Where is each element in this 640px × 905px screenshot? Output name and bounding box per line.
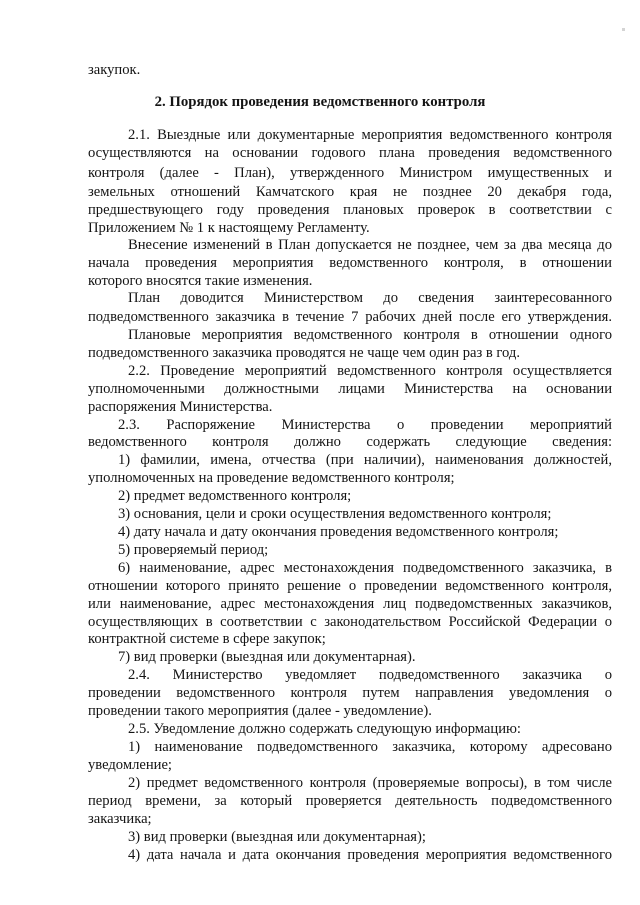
text-line: 2.1. Выездные или документарные мероприятия ведомственного контроля: [128, 127, 612, 143]
text-line: уведомление;: [88, 757, 172, 773]
text-line: 6) наименование, адрес местонахождения подведомственного заказчика, в: [118, 560, 612, 576]
text-line: 5) проверяемый период;: [118, 542, 269, 558]
text-line: уполномоченными должностными лицами Министерства на основании: [88, 381, 612, 397]
text-line: заказчика;: [88, 811, 152, 827]
section-heading: 2. Порядок проведения ведомственного контроля: [154, 94, 486, 110]
text-line: период времени, за который проверяется деятельность подведомственного: [88, 793, 612, 809]
text-line: проведении ведомственного контроля путем направления уведомления о: [88, 685, 612, 701]
text-line: 3) основания, цели и сроки осуществления ведомственного контроля;: [118, 506, 552, 522]
scan-speck: [622, 28, 625, 31]
text-line: подведомственного заказчика проводятся не чаще чем один раз в год.: [88, 345, 520, 361]
text-line: распоряжения Министерства.: [88, 399, 273, 415]
text-line: Приложением № 1 к настоящему Регламенту.: [88, 220, 370, 236]
text-line: уполномоченных на проведение ведомственного контроля;: [88, 470, 455, 486]
text-line: Плановые мероприятия ведомственного контроля в отношении одного: [128, 327, 612, 343]
text-line: 4) дату начала и дату окончания проведения ведомственного контроля;: [118, 524, 559, 540]
text-line: 4) дата начала и дата окончания проведения мероприятия ведомственного: [128, 847, 612, 863]
text-line: или наименование, адрес местонахождения лиц подведомственных заказчиков,: [88, 596, 612, 612]
text-line: 1) фамилии, имена, отчества (при наличии), наименования должностей,: [118, 452, 612, 468]
text-line: осуществляющих в соответствии с законодательством Российской Федерации о: [88, 614, 612, 630]
text-line: проведении такого мероприятия (далее - уведомление).: [88, 703, 432, 719]
text-line: 2.2. Проведение мероприятий ведомственного контроля осуществляется: [128, 363, 612, 379]
text-line: начала проведения мероприятия ведомственного контроля, в отношении: [88, 255, 612, 271]
text-line: которого вносятся такие изменения.: [88, 273, 313, 289]
text-line: земельных отношений Камчатского края не позднее 20 декабря года,: [88, 184, 612, 200]
text-line: Внесение изменений в План допускается не позднее, чем за два месяца до: [128, 237, 612, 253]
text-line: контроля (далее - План), утвержденного Министром имущественных и: [88, 165, 612, 181]
text-line: 2.5. Уведомление должно содержать следующую информацию:: [128, 721, 521, 737]
text-line: План доводится Министерством до сведения заинтересованного: [128, 290, 612, 306]
text-line: 7) вид проверки (выездная или документарная).: [118, 649, 416, 665]
text-line: 2.3. Распоряжение Министерства о проведении мероприятий: [118, 417, 612, 433]
text-line: осуществляются на основании годового плана проведения ведомственного: [88, 145, 612, 161]
text-line: закупок.: [88, 62, 141, 78]
text-line: 3) вид проверки (выездная или документарная);: [128, 829, 426, 845]
text-line: контрактной системе в сфере закупок;: [88, 631, 326, 647]
text-line: ведомственного контроля должно содержать следующие сведения:: [88, 434, 612, 450]
text-line: 2.4. Министерство уведомляет подведомственного заказчика о: [128, 667, 612, 683]
text-line: предшествующего году проведения плановых проверок в соответствии с: [88, 202, 612, 218]
text-line: подведомственного заказчика в течение 7 рабочих дней после его утверждения.: [88, 309, 612, 325]
text-line: 1) наименование подведомственного заказчика, которому адресовано: [128, 739, 612, 755]
text-line: отношении которого принято решение о проведении ведомственного контроля,: [88, 578, 612, 594]
text-line: 2) предмет ведомственного контроля;: [118, 488, 352, 504]
text-line: 2) предмет ведомственного контроля (проверяемые вопросы), в том числе: [128, 775, 612, 791]
